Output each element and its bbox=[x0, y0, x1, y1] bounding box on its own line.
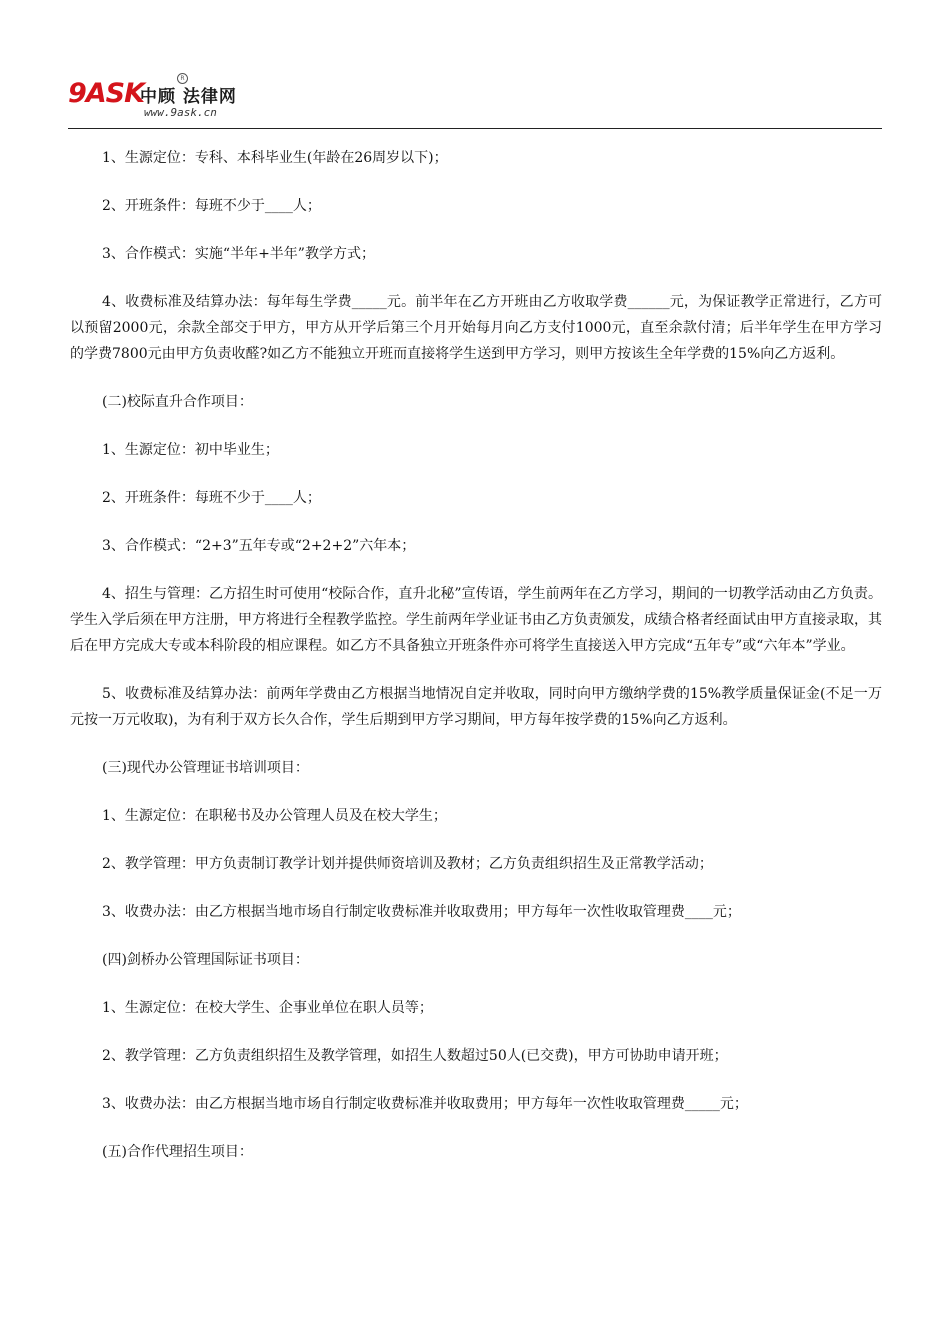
paragraph: 1、生源定位：在职秘书及办公管理人员及在校大学生； bbox=[102, 808, 447, 824]
section-heading: (二)校际直升合作项目： bbox=[102, 394, 253, 410]
paragraph: 2、教学管理：乙方负责组织招生及教学管理，如招生人数超过50人(已交费)，甲方可协助申请开班； bbox=[102, 1048, 728, 1064]
paragraph: 2、开班条件：每班不少于____人； bbox=[102, 490, 321, 506]
paragraph: 5、收费标准及结算办法：前两年学费由乙方根据当地情况自定并收取，同时向甲方缴纳学费的15%教学质量保证金(不足一万元按一万元收取)，为有利于双方长久合作，学生后期到甲方学习期间，甲方每年按学费的15%向乙方返利。 bbox=[70, 686, 882, 728]
paragraph: 1、生源定位：专科、本科毕业生(年龄在26周岁以下)； bbox=[102, 150, 448, 166]
document-body bbox=[70, 145, 882, 1165]
paragraph: 1、生源定位：在校大学生、企事业单位在职人员等； bbox=[102, 1000, 433, 1016]
header-divider bbox=[68, 128, 882, 129]
paragraph: 3、收费办法：由乙方根据当地市场自行制定收费标准并收取费用；甲方每年一次性收取管理费_____元； bbox=[102, 1096, 748, 1112]
section-heading: (三)现代办公管理证书培训项目： bbox=[102, 760, 309, 776]
logo-chinese-name: 中顾 法律网 bbox=[140, 87, 237, 107]
paragraph: 2、教学管理：甲方负责制订教学计划并提供师资培训及教材；乙方负责组织招生及正常教学活动； bbox=[102, 856, 713, 872]
section-heading: (四)剑桥办公管理国际证书项目： bbox=[102, 952, 309, 968]
paragraph: 4、招生与管理：乙方招生时可使用“校际合作，直升北秘”宣传语，学生前两年在乙方学习，期间的一切教学活动由乙方负责。学生入学后须在甲方注册，甲方将进行全程教学监控。学生前两年学业证书由乙方负责颁发，成绩合格者经面试由甲方直接录取，其后在甲方完成大专或本科阶段的相应课程。如乙方不具备独立开班条件亦可将学生直接送入甲方完成“五年专”或“六年本”学业。 bbox=[70, 586, 882, 654]
logo-mark: 9ASK bbox=[68, 78, 145, 109]
page-header bbox=[68, 72, 882, 130]
paragraph: 3、合作模式：实施“半年+半年”教学方式； bbox=[102, 246, 375, 262]
registered-mark-icon: R bbox=[177, 73, 188, 84]
logo-url: www.9ask.cn bbox=[144, 106, 217, 119]
paragraph: 4、收费标准及结算办法：每年每生学费_____元。前半年在乙方开班由乙方收取学费______元，为保证教学正常进行，乙方可以预留2000元，余款全部交于甲方，甲方从开学后第三个月开始每月向乙方支付1000元，直至余款付清；后半年学生在甲方学习的学费7800元由甲方负责收醛?如乙方不能独立开班而直接将学生送到甲方学习，则甲方按该生全年学费的15%向乙方返利。 bbox=[70, 294, 882, 362]
paragraph: 2、开班条件：每班不少于____人； bbox=[102, 198, 321, 214]
paragraph: 3、收费办法：由乙方根据当地市场自行制定收费标准并收取费用；甲方每年一次性收取管理费____元； bbox=[102, 904, 741, 920]
section-heading: (五)合作代理招生项目： bbox=[102, 1144, 253, 1160]
site-logo[interactable] bbox=[68, 72, 288, 128]
paragraph: 1、生源定位：初中毕业生； bbox=[102, 442, 279, 458]
paragraph: 3、合作模式：“2+3”五年专或“2+2+2”六年本； bbox=[102, 538, 416, 554]
